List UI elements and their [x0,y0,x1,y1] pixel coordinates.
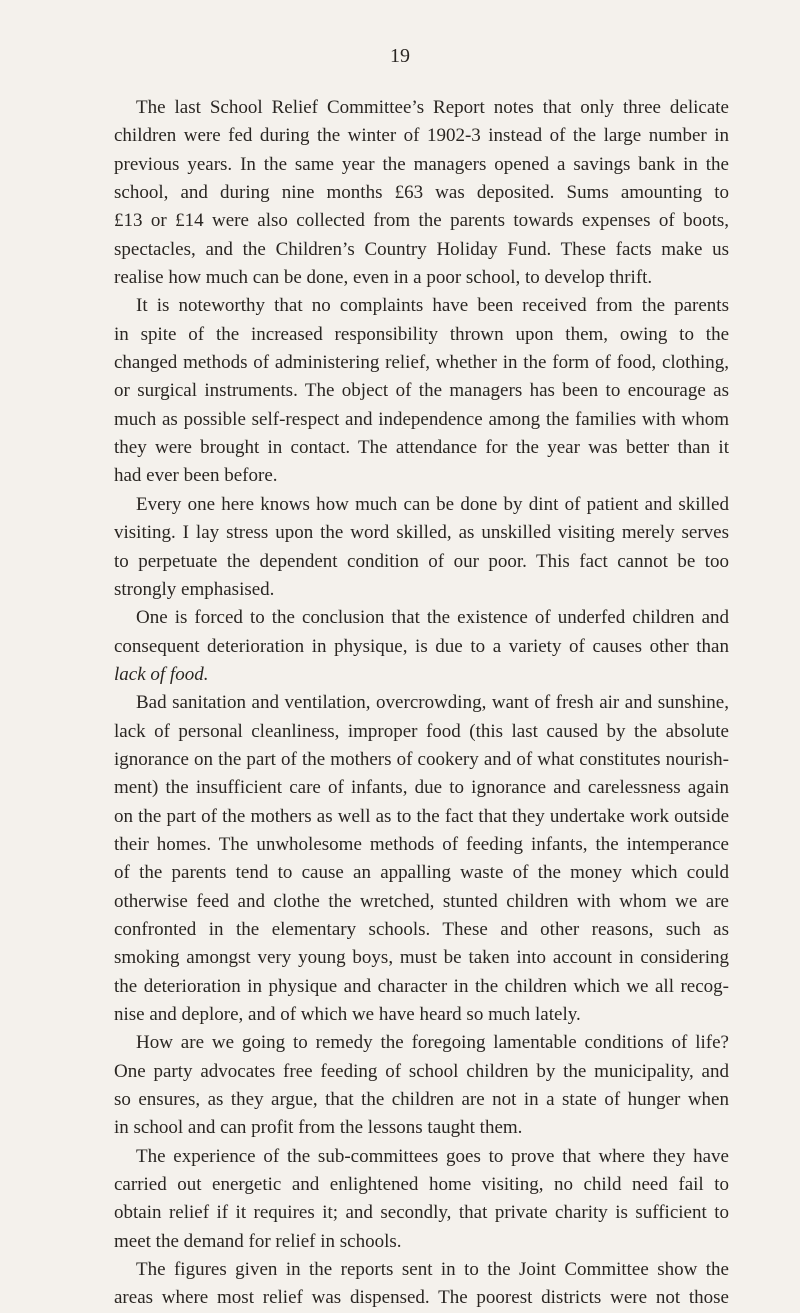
paragraph-sub-committees [92,1143,729,1256]
text-line: Every one here knows how much can be done by dint of patient and skilled [136,493,729,515]
text-line: ignorance on the part of the mothers of cookery and of what constitutes nourish- [114,748,729,770]
paragraph-no-complaints [92,292,729,490]
text-line: obtain relief if it requires it; and secondly, that private charity is sufficient to [114,1202,729,1224]
paragraph-causes [92,689,729,1029]
text-line: their homes. The unwholesome methods of feeding infants, the intemperance [114,833,729,855]
text-line: school, and during nine months £63 was deposited. Sums amounting to [114,182,729,204]
text-line: on the part of the mothers as well as to the fact that they undertake work outside [114,805,729,827]
text-line: in spite of the increased responsibility thrown upon them, owing to the [114,323,729,345]
text-line: of the parents tend to cause an appalling waste of the money which could [114,862,729,884]
text-line: in school and can profit from the lessons taught them. [114,1117,523,1139]
text-line: One party advocates free feeding of school children by the municipality, and [114,1060,729,1082]
text-line: smoking amongst very young boys, must be taken into account in considering [114,947,729,969]
text-line: confronted in the elementary schools. These and other reasons, such as [114,918,729,940]
text-line: meet the demand for relief in schools. [114,1230,402,1252]
text-line: Bad sanitation and ventilation, overcrowding, want of fresh air and sunshine, [136,692,729,714]
text-line-italic: lack of food. [114,663,209,685]
text-line: the deterioration in physique and character in the children which we all recog- [114,975,729,997]
text-line: nise and deplore, and of which we have heard so much lately. [114,1004,581,1025]
paragraph-conclusion [92,604,729,689]
text-line: or surgical instruments. The object of the managers has been to encourage as [114,380,729,402]
text-line: How are we going to remedy the foregoing lamentable conditions of life? [136,1032,729,1054]
text-line: £13 or £14 were also collected from the parents towards expenses of boots, [114,210,729,232]
paragraph-relief-committee-report [92,94,729,292]
paragraph-skilled-visiting [92,491,729,604]
text-line: The figures given in the reports sent in to the Joint Committee show the [136,1259,729,1281]
text-line: they were brought in contact. The attendance for the year was better than it [114,437,729,459]
text-line: The last School Relief Committee’s Report notes that only three delicate [136,97,729,118]
text-line: lack of personal cleanliness, improper food (this last caused by the absolute [114,720,729,742]
paragraph-remedy [92,1029,729,1142]
text-line: otherwise feed and clothe the wretched, stunted children with whom we are [114,890,729,912]
text-line: spectacles, and the Children’s Country Holiday Fund. These facts make us [114,238,729,260]
text-line: so ensures, as they argue, that the children are not in a state of hunger when [114,1089,729,1111]
text-line: The experience of the sub-committees goes to prove that where they have [136,1145,729,1167]
text-line: consequent deterioration in physique, is due to a variety of causes other than [114,635,729,657]
text-line: areas where most relief was dispensed. The poorest districts were not those [114,1287,729,1309]
text-line: It is noteworthy that no complaints have been received from the parents [136,295,729,317]
body-text [92,94,729,1313]
text-line: much as possible self-respect and independence among the families with whom [114,408,729,430]
text-line: visiting. I lay stress upon the word skilled, as unskilled visiting merely serves [114,522,729,544]
page-number: 19 [390,45,410,67]
text-line: One is forced to the conclusion that the existence of underfed children and [136,607,729,629]
text-line: realise how much can be done, even in a poor school, to develop thrift. [114,267,653,289]
text-line: previous years. In the same year the managers opened a savings bank in the [114,153,729,175]
text-line: ment) the insufficient care of infants, due to ignorance and carelessness again [114,777,729,799]
text-line: strongly emphasised. [114,578,275,600]
text-line: to perpetuate the dependent condition of our poor. This fact cannot be too [114,550,729,572]
text-line: changed methods of administering relief, whether in the form of food, clothing, [114,352,729,374]
paragraph-figures [92,1256,729,1313]
text-line: had ever been before. [114,465,278,487]
text-line: children were fed during the winter of 1902-3 instead of the large number in [114,125,729,147]
text-line: carried out energetic and enlightened home visiting, no child need fail to [114,1174,729,1196]
